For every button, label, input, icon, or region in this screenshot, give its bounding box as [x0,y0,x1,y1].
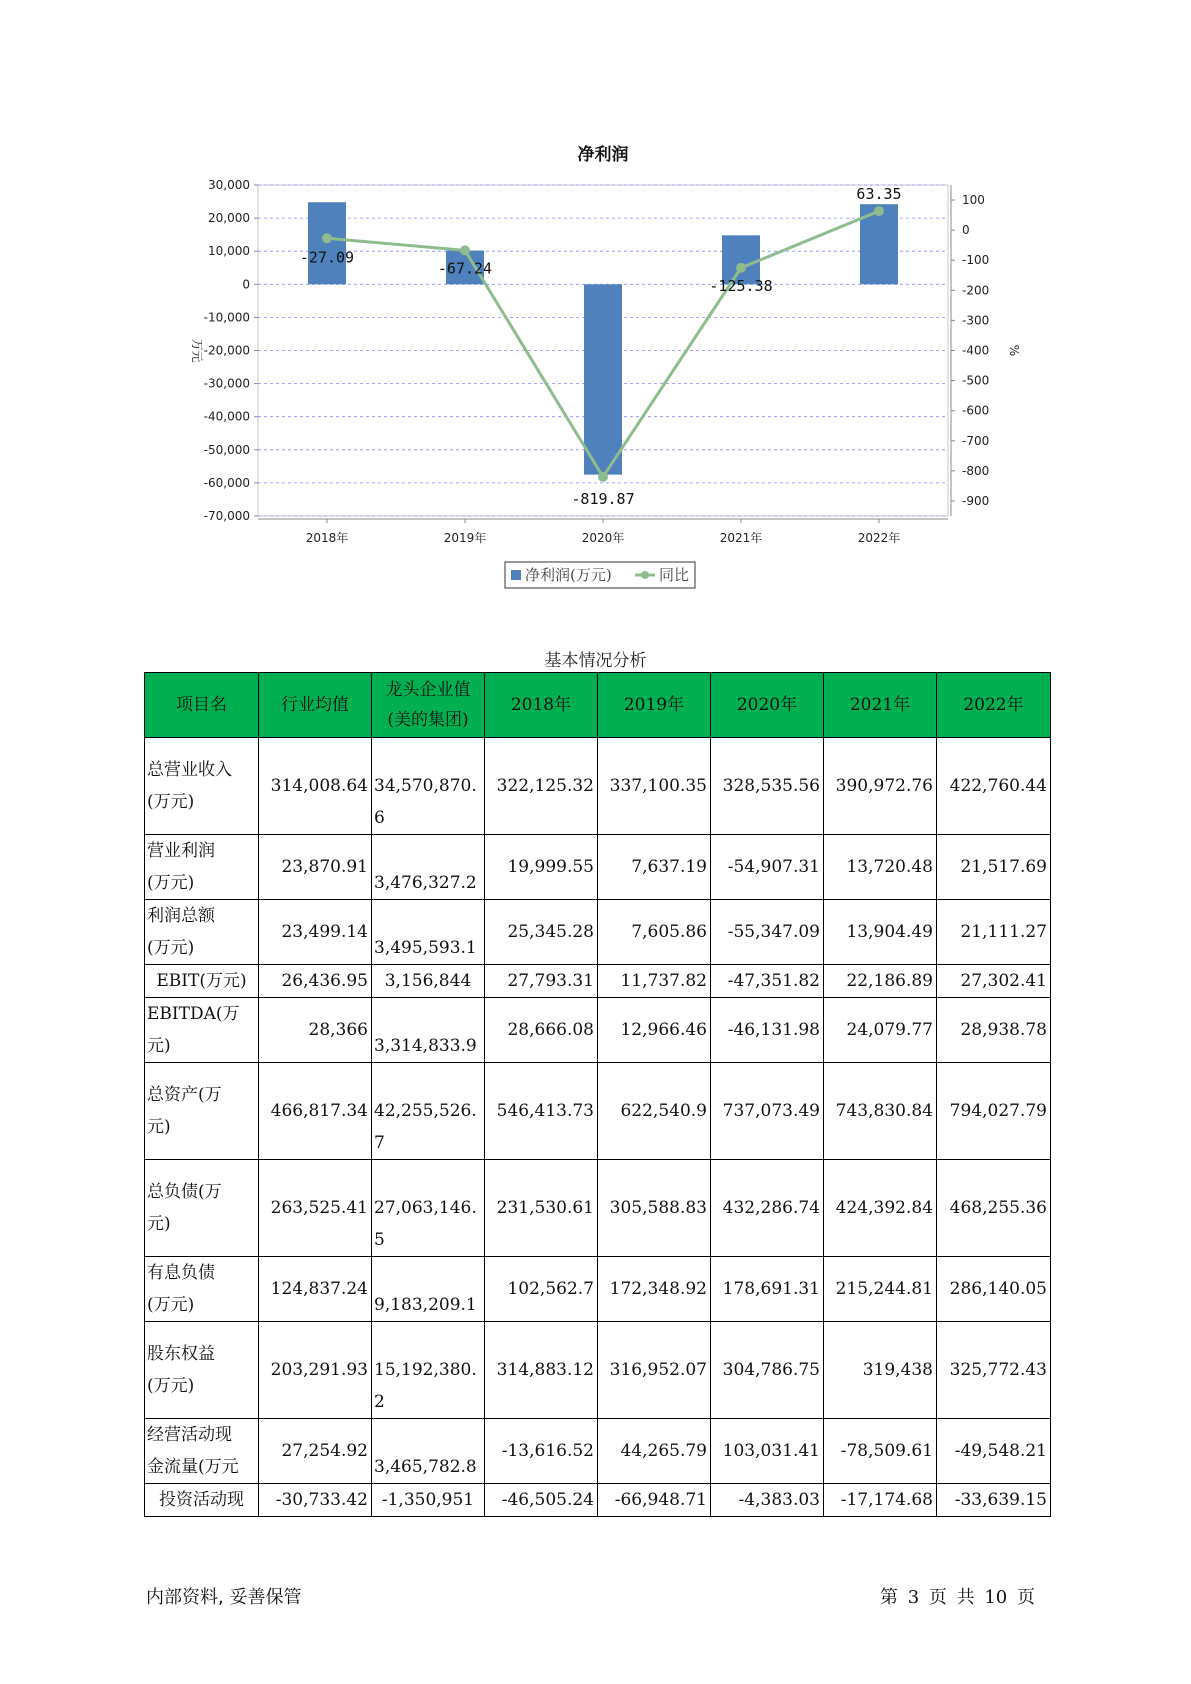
y2-tick-label: 100 [962,193,985,208]
value-cell-y2019: 622,540.9 [598,1063,711,1160]
industry-avg-cell: 124,837.24 [259,1257,372,1322]
value-cell-y2022: 27,302.41 [937,965,1051,998]
item-name-line1: 股东权益 [147,1344,215,1364]
value-cell-y2018: 27,793.31 [485,965,598,998]
leader-value-line1: 34,570,870. [374,776,477,796]
y2-tick-label: -200 [962,283,990,298]
value-cell-y2018: 25,345.28 [485,900,598,965]
leader-value-line2: 7 [374,1133,385,1153]
industry-avg-cell: 26,436.95 [259,965,372,998]
legend-bar-label: 净利润(万元) [525,566,612,584]
yoy-point [874,206,884,216]
bar [584,284,622,474]
item-name-line1: 营业利润 [147,841,215,861]
leader-value-line2: 6 [374,808,385,828]
yoy-data-label: -27.09 [299,248,355,267]
value-cell-y2018: 314,883.12 [485,1322,598,1419]
leader-value-line1: 15,192,380. [374,1360,477,1380]
chart-title: 净利润 [577,145,629,165]
industry-avg-cell: -30,733.42 [259,1484,372,1517]
table-row [145,965,1051,998]
value-cell-y2019: 44,265.79 [598,1419,711,1484]
value-cell-y2021: 13,904.49 [824,900,937,965]
value-cell-y2019: -66,948.71 [598,1484,711,1517]
table-row [145,1257,1051,1322]
yoy-data-label: -67.24 [437,259,493,278]
value-cell-y2018: -46,505.24 [485,1484,598,1517]
value-cell-y2022: 286,140.05 [937,1257,1051,1322]
leader-value-cell: 3,495,593.1 [372,900,485,965]
item-name-line1: 总资产(万 [147,1085,222,1105]
item-name-line2: 元) [147,1036,171,1056]
y-tick-label: -40,000 [203,409,250,424]
value-cell-y2018: 546,413.73 [485,1063,598,1160]
value-cell-y2021: 215,244.81 [824,1257,937,1322]
value-cell-y2022: 468,255.36 [937,1160,1051,1257]
header-2021: 2021年 [824,673,937,738]
y2-tick-label: -100 [962,253,990,268]
item-name-line2: 元) [147,1117,171,1137]
leader-value-cell: -1,350,951 [372,1484,485,1517]
value-cell-y2022: 325,772.43 [937,1322,1051,1419]
industry-avg-cell: 28,366 [259,998,372,1063]
y2-tick-label: -800 [962,463,990,478]
value-cell-y2019: 11,737.82 [598,965,711,998]
chart-svg [0,0,1191,600]
value-cell-y2020: 432,286.74 [711,1160,824,1257]
industry-avg-cell: 23,870.91 [259,835,372,900]
value-cell-y2019: 337,100.35 [598,738,711,835]
leader-value-cell [372,1160,485,1257]
value-cell-y2021: 743,830.84 [824,1063,937,1160]
value-cell-y2020: -46,131.98 [711,998,824,1063]
net-profit-chart [0,0,1191,600]
leader-value-line1: 27,063,146. [374,1198,477,1218]
value-cell-y2019: 7,637.19 [598,835,711,900]
yoy-data-label: -125.38 [709,276,773,295]
industry-avg-cell: 466,817.34 [259,1063,372,1160]
industry-avg-cell: 23,499.14 [259,900,372,965]
yoy-point [322,233,332,243]
value-cell-y2021: 424,392.84 [824,1160,937,1257]
table-row [145,835,1051,900]
yoy-point [736,263,746,273]
leader-value-cell [372,738,485,835]
industry-avg-cell: 263,525.41 [259,1160,372,1257]
y2-tick-label: -600 [962,403,990,418]
value-cell-y2019: 305,588.83 [598,1160,711,1257]
value-cell-y2020: -4,383.03 [711,1484,824,1517]
header-leader-line2: (美的集团) [387,710,469,730]
legend-line-marker [641,571,649,579]
item-name-line2: (万元) [147,938,195,958]
table-row [145,900,1051,965]
footer-confidential: 内部资料, 妥善保管 [146,1587,302,1608]
item-name-line1: 投资活动现 [159,1490,244,1510]
item-name-line2: 金流量(万元 [147,1457,239,1477]
value-cell-y2020: 304,786.75 [711,1322,824,1419]
y2-tick-label: -300 [962,313,990,328]
value-cell-y2018: 231,530.61 [485,1160,598,1257]
header-leader-line1: 龙头企业值 [385,680,471,700]
leader-value-cell [372,1322,485,1419]
item-name-line2: (万元) [147,873,195,893]
value-cell-y2018: 19,999.55 [485,835,598,900]
y-tick-label: -60,000 [203,475,250,490]
item-name-cell [145,1484,259,1517]
y2-tick-label: -500 [962,373,990,388]
leader-value-line2: 2 [374,1392,385,1412]
yoy-data-label: 63.35 [856,185,902,204]
x-tick-label: 2019年 [443,531,487,545]
y-tick-label: -70,000 [203,509,250,523]
header-2020: 2020年 [711,673,824,738]
value-cell-y2019: 172,348.92 [598,1257,711,1322]
item-name-line1: EBITDA(万 [147,1004,240,1024]
header-leader-value [372,673,485,738]
value-cell-y2020: 103,031.41 [711,1419,824,1484]
item-name-line1: 总负债(万 [147,1182,222,1202]
value-cell-y2022: 422,760.44 [937,738,1051,835]
x-tick-label: 2022年 [857,531,901,545]
item-name-cell [145,965,259,998]
item-name-line2: (万元) [147,1295,195,1315]
y2-tick-label: -400 [962,343,990,358]
item-name-line1: 利润总额 [147,906,215,926]
value-cell-y2018: -13,616.52 [485,1419,598,1484]
value-cell-y2022: -49,548.21 [937,1419,1051,1484]
value-cell-y2021: 319,438 [824,1322,937,1419]
basic-analysis-table [144,672,1051,1517]
value-cell-y2018: 28,666.08 [485,998,598,1063]
item-name-cell [145,738,259,835]
item-name-line1: 总营业收入 [147,760,232,780]
leader-value-cell: 9,183,209.1 [372,1257,485,1322]
table-title: 基本情况分析 [544,651,647,671]
value-cell-y2020: 328,535.56 [711,738,824,835]
y2-tick-label: -700 [962,433,990,448]
x-tick-label: 2020年 [581,531,625,545]
table-header-row [145,673,1051,738]
header-2022: 2022年 [937,673,1051,738]
item-name-cell [145,998,259,1063]
y-tick-label: 20,000 [208,211,250,226]
header-2019: 2019年 [598,673,711,738]
industry-avg-cell: 314,008.64 [259,738,372,835]
value-cell-y2020: -47,351.82 [711,965,824,998]
value-cell-y2020: -55,347.09 [711,900,824,965]
y2-tick-label: -900 [962,493,990,508]
value-cell-y2021: 13,720.48 [824,835,937,900]
yoy-point [598,472,608,482]
industry-avg-cell: 27,254.92 [259,1419,372,1484]
leader-value-cell: 3,476,327.2 [372,835,485,900]
leader-value-line1: 42,255,526. [374,1101,477,1121]
value-cell-y2018: 102,562.7 [485,1257,598,1322]
value-cell-y2022: 21,111.27 [937,900,1051,965]
value-cell-y2021: 22,186.89 [824,965,937,998]
item-name-cell [145,1160,259,1257]
value-cell-y2021: -17,174.68 [824,1484,937,1517]
y-tick-label: -10,000 [203,310,250,325]
value-cell-y2022: -33,639.15 [937,1484,1051,1517]
legend-line-label: 同比 [659,566,690,584]
table-row [145,998,1051,1063]
value-cell-y2019: 7,605.86 [598,900,711,965]
y-tick-label: 0 [242,277,250,292]
legend-bar-swatch [511,570,521,580]
value-cell-y2022: 28,938.78 [937,998,1051,1063]
y-axis-label: 万元 [190,338,204,363]
y-tick-label: 30,000 [208,178,250,192]
item-name-line1: 经营活动现 [147,1425,232,1445]
footer-page-number: 第 3 页 共 10 页 [880,1587,1035,1608]
value-cell-y2022: 794,027.79 [937,1063,1051,1160]
item-name-cell [145,835,259,900]
y-tick-label: -20,000 [203,343,250,358]
value-cell-y2020: 737,073.49 [711,1063,824,1160]
leader-value-cell: 3,465,782.8 [372,1419,485,1484]
y-tick-label: 10,000 [208,244,250,259]
leader-value-cell: 3,314,833.9 [372,998,485,1063]
x-tick-label: 2018年 [305,531,349,545]
leader-value-line2: 5 [374,1230,385,1250]
leader-value-cell [372,1063,485,1160]
table-row [145,1484,1051,1517]
value-cell-y2021: -78,509.61 [824,1419,937,1484]
table-row [145,738,1051,835]
table-row [145,1160,1051,1257]
item-name-line1: EBIT(万元) [156,971,247,991]
item-name-cell [145,1322,259,1419]
item-name-line1: 有息负债 [147,1263,215,1283]
item-name-cell [145,900,259,965]
item-name-cell [145,1063,259,1160]
y2-axis-label: % [1007,344,1021,357]
value-cell-y2019: 12,966.46 [598,998,711,1063]
table-row [145,1322,1051,1419]
industry-avg-cell: 203,291.93 [259,1322,372,1419]
y-tick-label: -50,000 [203,442,250,457]
header-item-name: 项目名 [145,673,259,738]
value-cell-y2020: -54,907.31 [711,835,824,900]
yoy-point [460,245,470,255]
value-cell-y2021: 24,079.77 [824,998,937,1063]
header-2018: 2018年 [485,673,598,738]
table-row [145,1063,1051,1160]
x-tick-label: 2021年 [719,531,763,545]
header-industry-avg: 行业均值 [259,673,372,738]
y2-tick-label: 0 [962,223,970,238]
item-name-line2: 元) [147,1214,171,1234]
value-cell-y2022: 21,517.69 [937,835,1051,900]
value-cell-y2020: 178,691.31 [711,1257,824,1322]
table-row [145,1419,1051,1484]
item-name-line2: (万元) [147,792,195,812]
y-tick-label: -30,000 [203,376,250,391]
value-cell-y2019: 316,952.07 [598,1322,711,1419]
value-cell-y2021: 390,972.76 [824,738,937,835]
yoy-data-label: -819.87 [571,489,635,508]
value-cell-y2018: 322,125.32 [485,738,598,835]
item-name-line2: (万元) [147,1376,195,1396]
item-name-cell [145,1257,259,1322]
leader-value-cell: 3,156,844 [372,965,485,998]
item-name-cell [145,1419,259,1484]
